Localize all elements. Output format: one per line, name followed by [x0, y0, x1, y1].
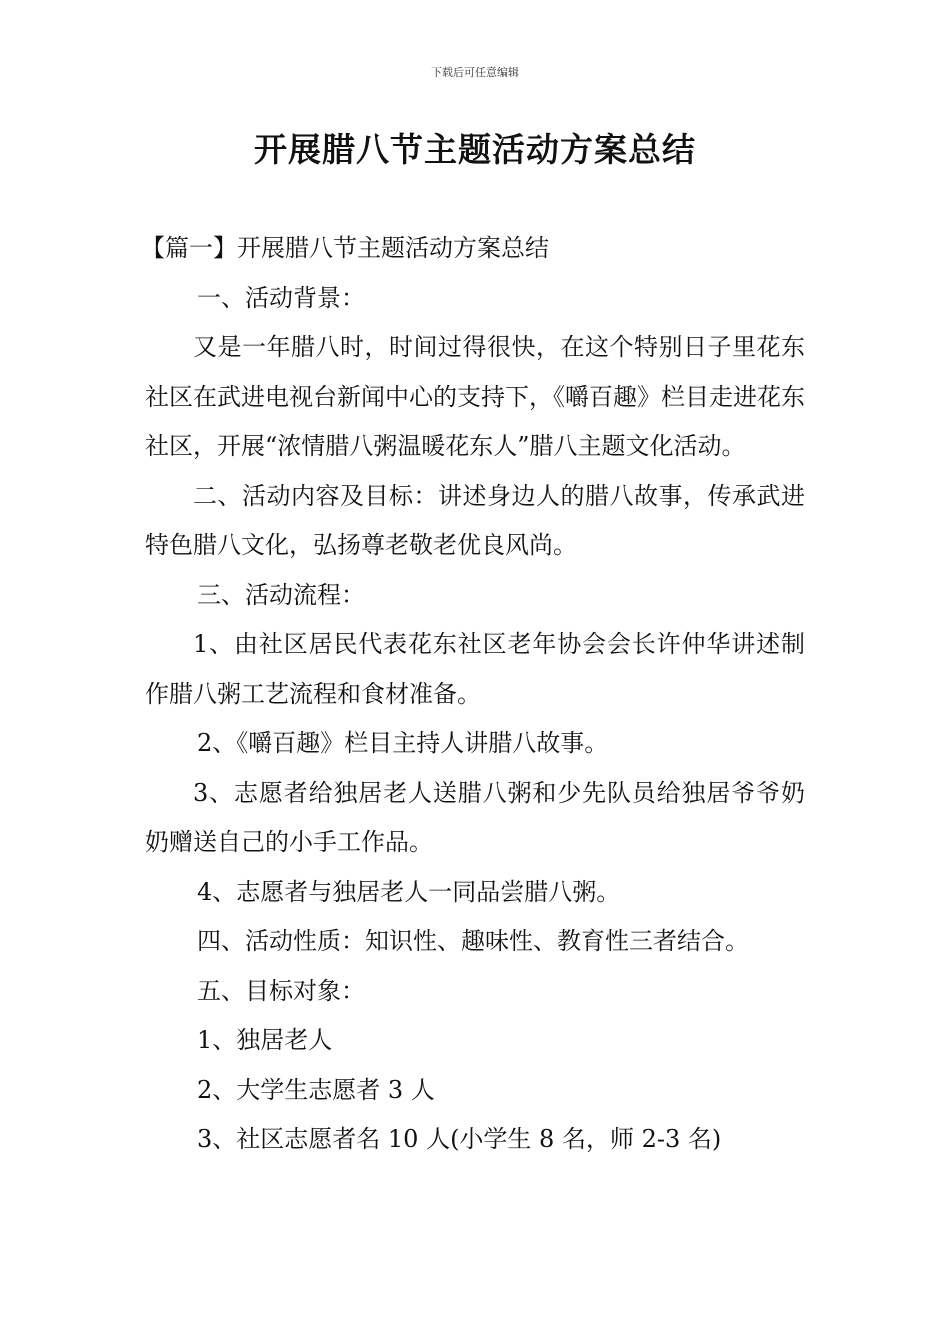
- section-heading: 【篇一】开展腊八节主题活动方案总结: [141, 234, 549, 262]
- paragraph-target-3: 3、社区志愿者名 10 人(小学生 8 名，师 2-3 名): [197, 1125, 722, 1153]
- paragraph-process-step-1: 1、由社区居民代表花东社区老年协会会长许仲华讲述制作腊八粥工艺流程和食材准备。: [145, 630, 805, 708]
- paragraph-process-step-3: 3、志愿者给独居老人送腊八粥和少先队员给独居爷爷奶奶赠送自己的小手工作品。: [145, 778, 805, 856]
- paragraph-target-1: 1、独居老人: [197, 1026, 333, 1054]
- paragraph-target-2: 2、大学生志愿者 3 人: [197, 1075, 435, 1104]
- paragraph-background: 又是一年腊八时，时间过得很快，在这个特别日子里花东社区在武进电视台新闻中心的支持下，《嚼百趣》栏目走进花东社区，开展“浓情腊八粥温暖花东人”腊八主题文化活动。: [145, 333, 805, 460]
- paragraph-nature: 四、活动性质：知识性、趣味性、教育性三者结合。: [197, 927, 749, 955]
- document-title: 开展腊八节主题活动方案总结: [254, 130, 696, 169]
- document-body: [141, 224, 805, 1165]
- page-header-note: 下载后可任意编辑: [431, 66, 519, 79]
- paragraph-process-step-2: 2、《嚼百趣》栏目主持人讲腊八故事。: [197, 729, 609, 757]
- paragraph-process-heading: 三、活动流程：: [197, 580, 365, 609]
- paragraph-background-heading: 一、活动背景：: [197, 283, 365, 312]
- paragraph-targets-heading: 五、目标对象：: [197, 976, 365, 1005]
- paragraph-content-goals: 二、活动内容及目标：讲述身边人的腊八故事，传承武进特色腊八文化，弘扬尊老敬老优良风尚。: [145, 481, 805, 559]
- paragraph-process-step-4: 4、志愿者与独居老人一同品尝腊八粥。: [197, 877, 621, 906]
